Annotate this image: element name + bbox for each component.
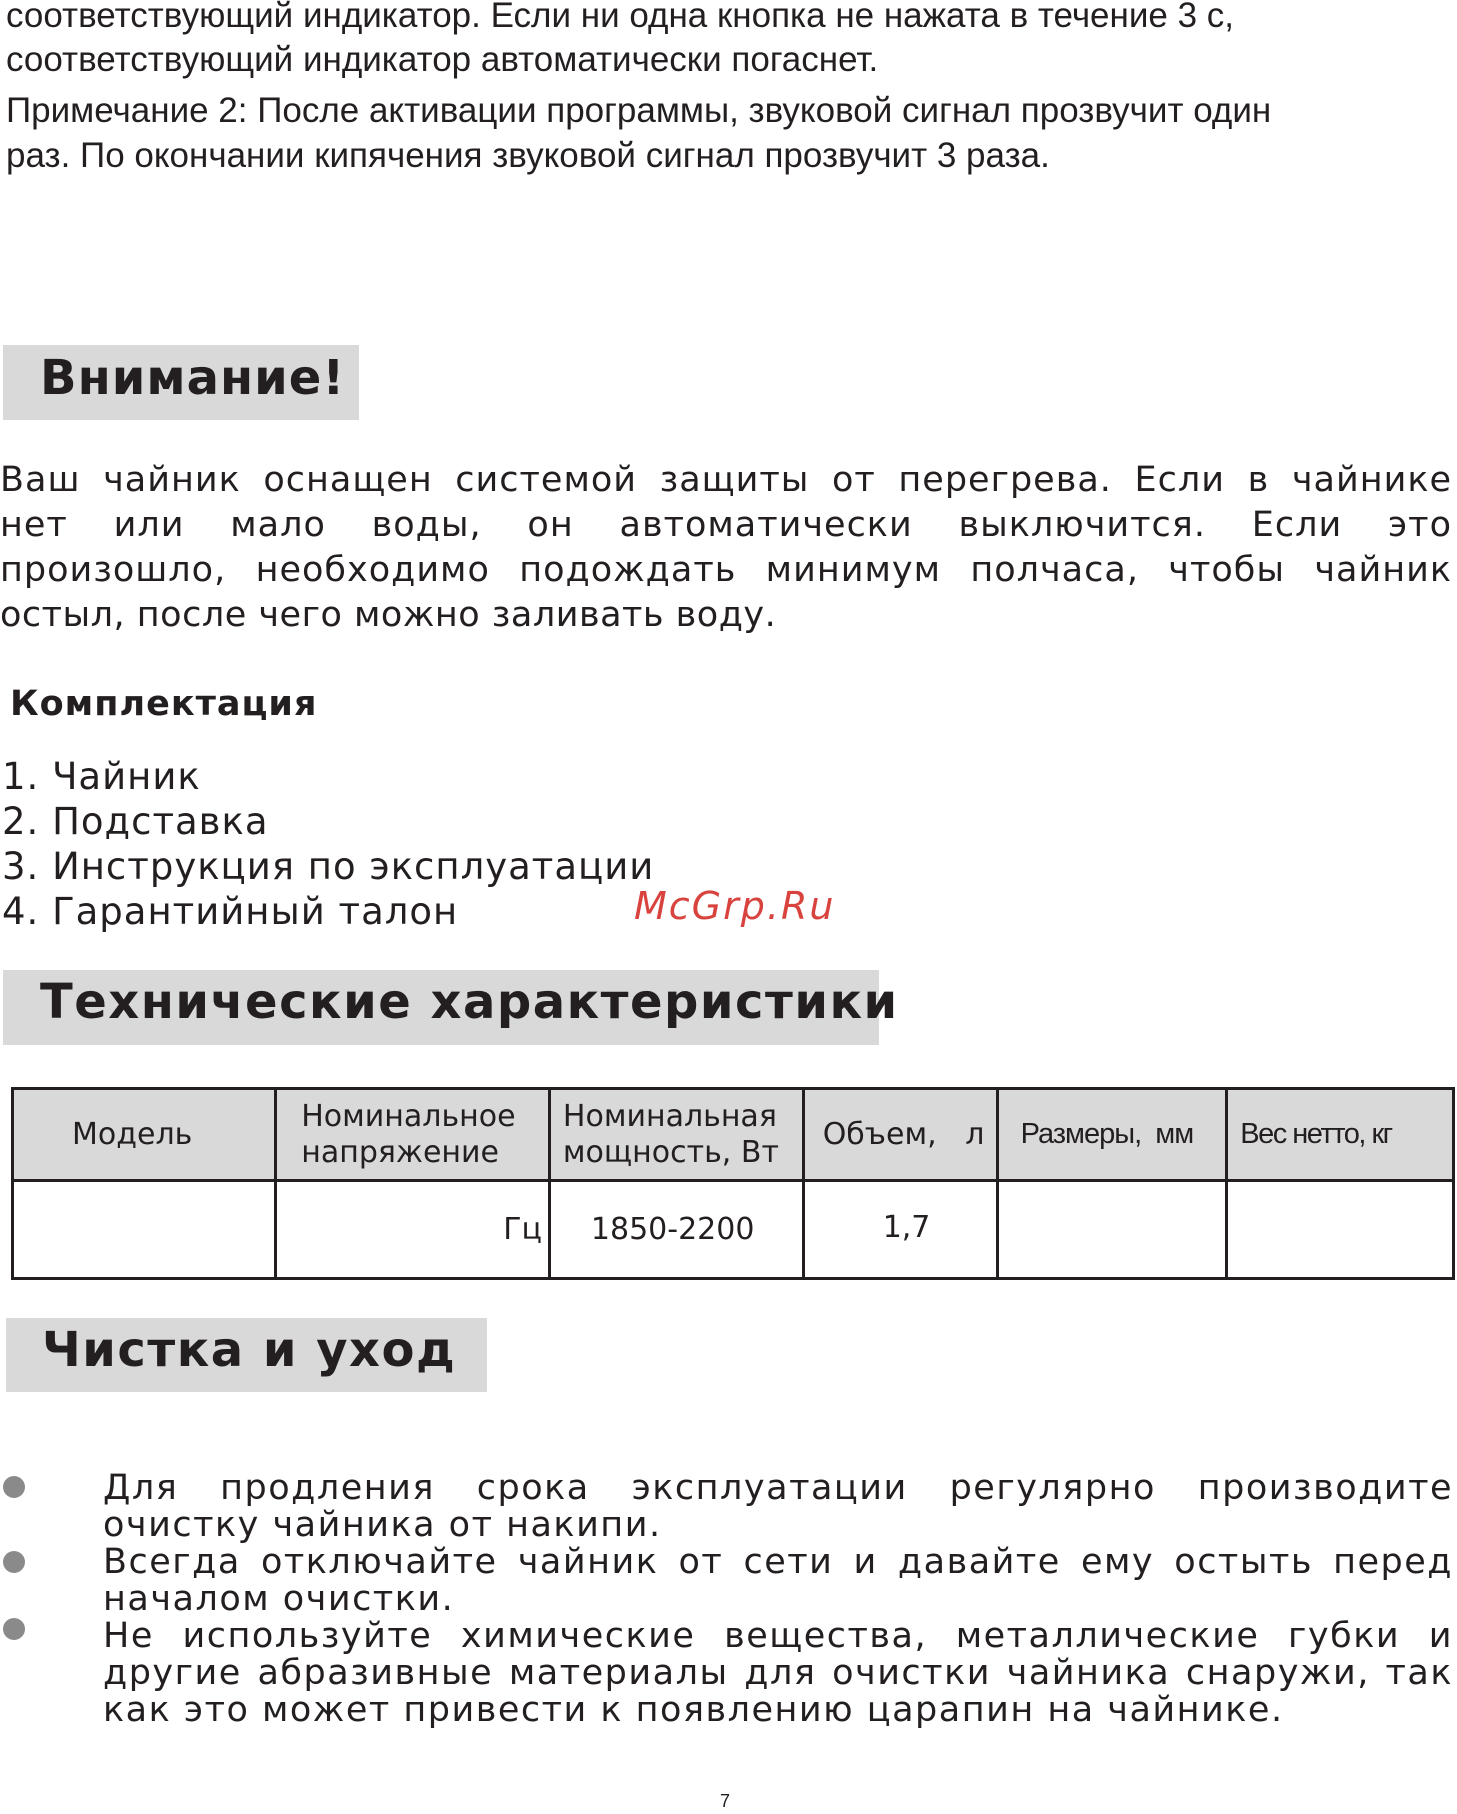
- warning-text-line: Ваш чайник оснащен системой защиты от перегрева. Если в чайнике: [0, 460, 1452, 500]
- package-item: 4. Гарантийный талон: [2, 890, 459, 933]
- care-item-line: Не используйте химические вещества, металлические губки и: [103, 1616, 1453, 1656]
- bullet-icon: [3, 1551, 25, 1573]
- package-heading: Комплектация: [10, 684, 318, 724]
- specs-table: [11, 1087, 1455, 1280]
- page-number: 7: [720, 1791, 731, 1811]
- cell-model: [13, 1181, 276, 1279]
- cell-power: 1850-2200: [549, 1181, 803, 1279]
- cell-voltage: Гц: [276, 1181, 550, 1279]
- table-row: [13, 1181, 1454, 1279]
- package-item: 3. Инструкция по эксплуатации: [2, 845, 655, 888]
- header-voltage: [276, 1089, 550, 1181]
- header-weight: Вес нетто, кг: [1227, 1089, 1454, 1181]
- care-item-line: как это может привести к появлению царапин на чайнике.: [103, 1690, 1284, 1730]
- watermark: McGrp.Ru: [634, 884, 836, 928]
- care-item-line: Для продления срока эксплуатации регулярно производите: [103, 1468, 1453, 1508]
- header-volume: Объем, л: [803, 1089, 997, 1181]
- header-power-line: мощность, Вт: [562, 1134, 779, 1170]
- package-item: 2. Подставка: [2, 800, 269, 843]
- care-item-line: Всегда отключайте чайник от сети и давайте ему остыть перед: [103, 1542, 1453, 1582]
- note-line: Примечание 2: После активации программы, звуковой сигнал прозвучит один: [6, 91, 1272, 130]
- header-power-line: Номинальная: [562, 1098, 777, 1134]
- header-power: [549, 1089, 803, 1181]
- specs-heading: Технические характеристики: [40, 974, 899, 1030]
- cell-volume: 1,7: [803, 1181, 997, 1279]
- care-item-line: началом очистки.: [103, 1579, 455, 1619]
- table-header-row: [13, 1089, 1454, 1181]
- bullet-icon: [3, 1618, 25, 1640]
- warning-text-line: остыл, после чего можно заливать воду.: [0, 595, 777, 635]
- warning-heading: Внимание!: [40, 350, 346, 406]
- package-item: 1. Чайник: [2, 755, 201, 798]
- warning-text-line: нет или мало воды, он автоматически выключится. Если это: [0, 505, 1452, 545]
- header-dimensions: Размеры, мм: [997, 1089, 1227, 1181]
- care-item-line: другие абразивные материалы для очистки чайника снаружи, так: [103, 1653, 1453, 1693]
- care-item-line: очистку чайника от накипи.: [103, 1505, 662, 1545]
- care-heading: Чистка и уход: [42, 1322, 457, 1378]
- warning-text-line: произошло, необходимо подождать минимум полчаса, чтобы чайник: [0, 550, 1452, 590]
- intro-line: соответствующий индикатор автоматически погаснет.: [6, 40, 879, 79]
- cell-dimensions: [997, 1181, 1227, 1279]
- note-line: раз. По окончании кипячения звуковой сигнал прозвучит 3 раза.: [6, 136, 1050, 175]
- header-voltage-line: Номинальное: [301, 1098, 516, 1134]
- intro-line: соответствующий индикатор. Если ни одна кнопка не нажата в течение 3 с,: [6, 0, 1235, 35]
- header-model: Модель: [13, 1089, 276, 1181]
- bullet-icon: [3, 1476, 25, 1498]
- cell-weight: [1227, 1181, 1454, 1279]
- header-voltage-line: напряжение: [301, 1134, 499, 1170]
